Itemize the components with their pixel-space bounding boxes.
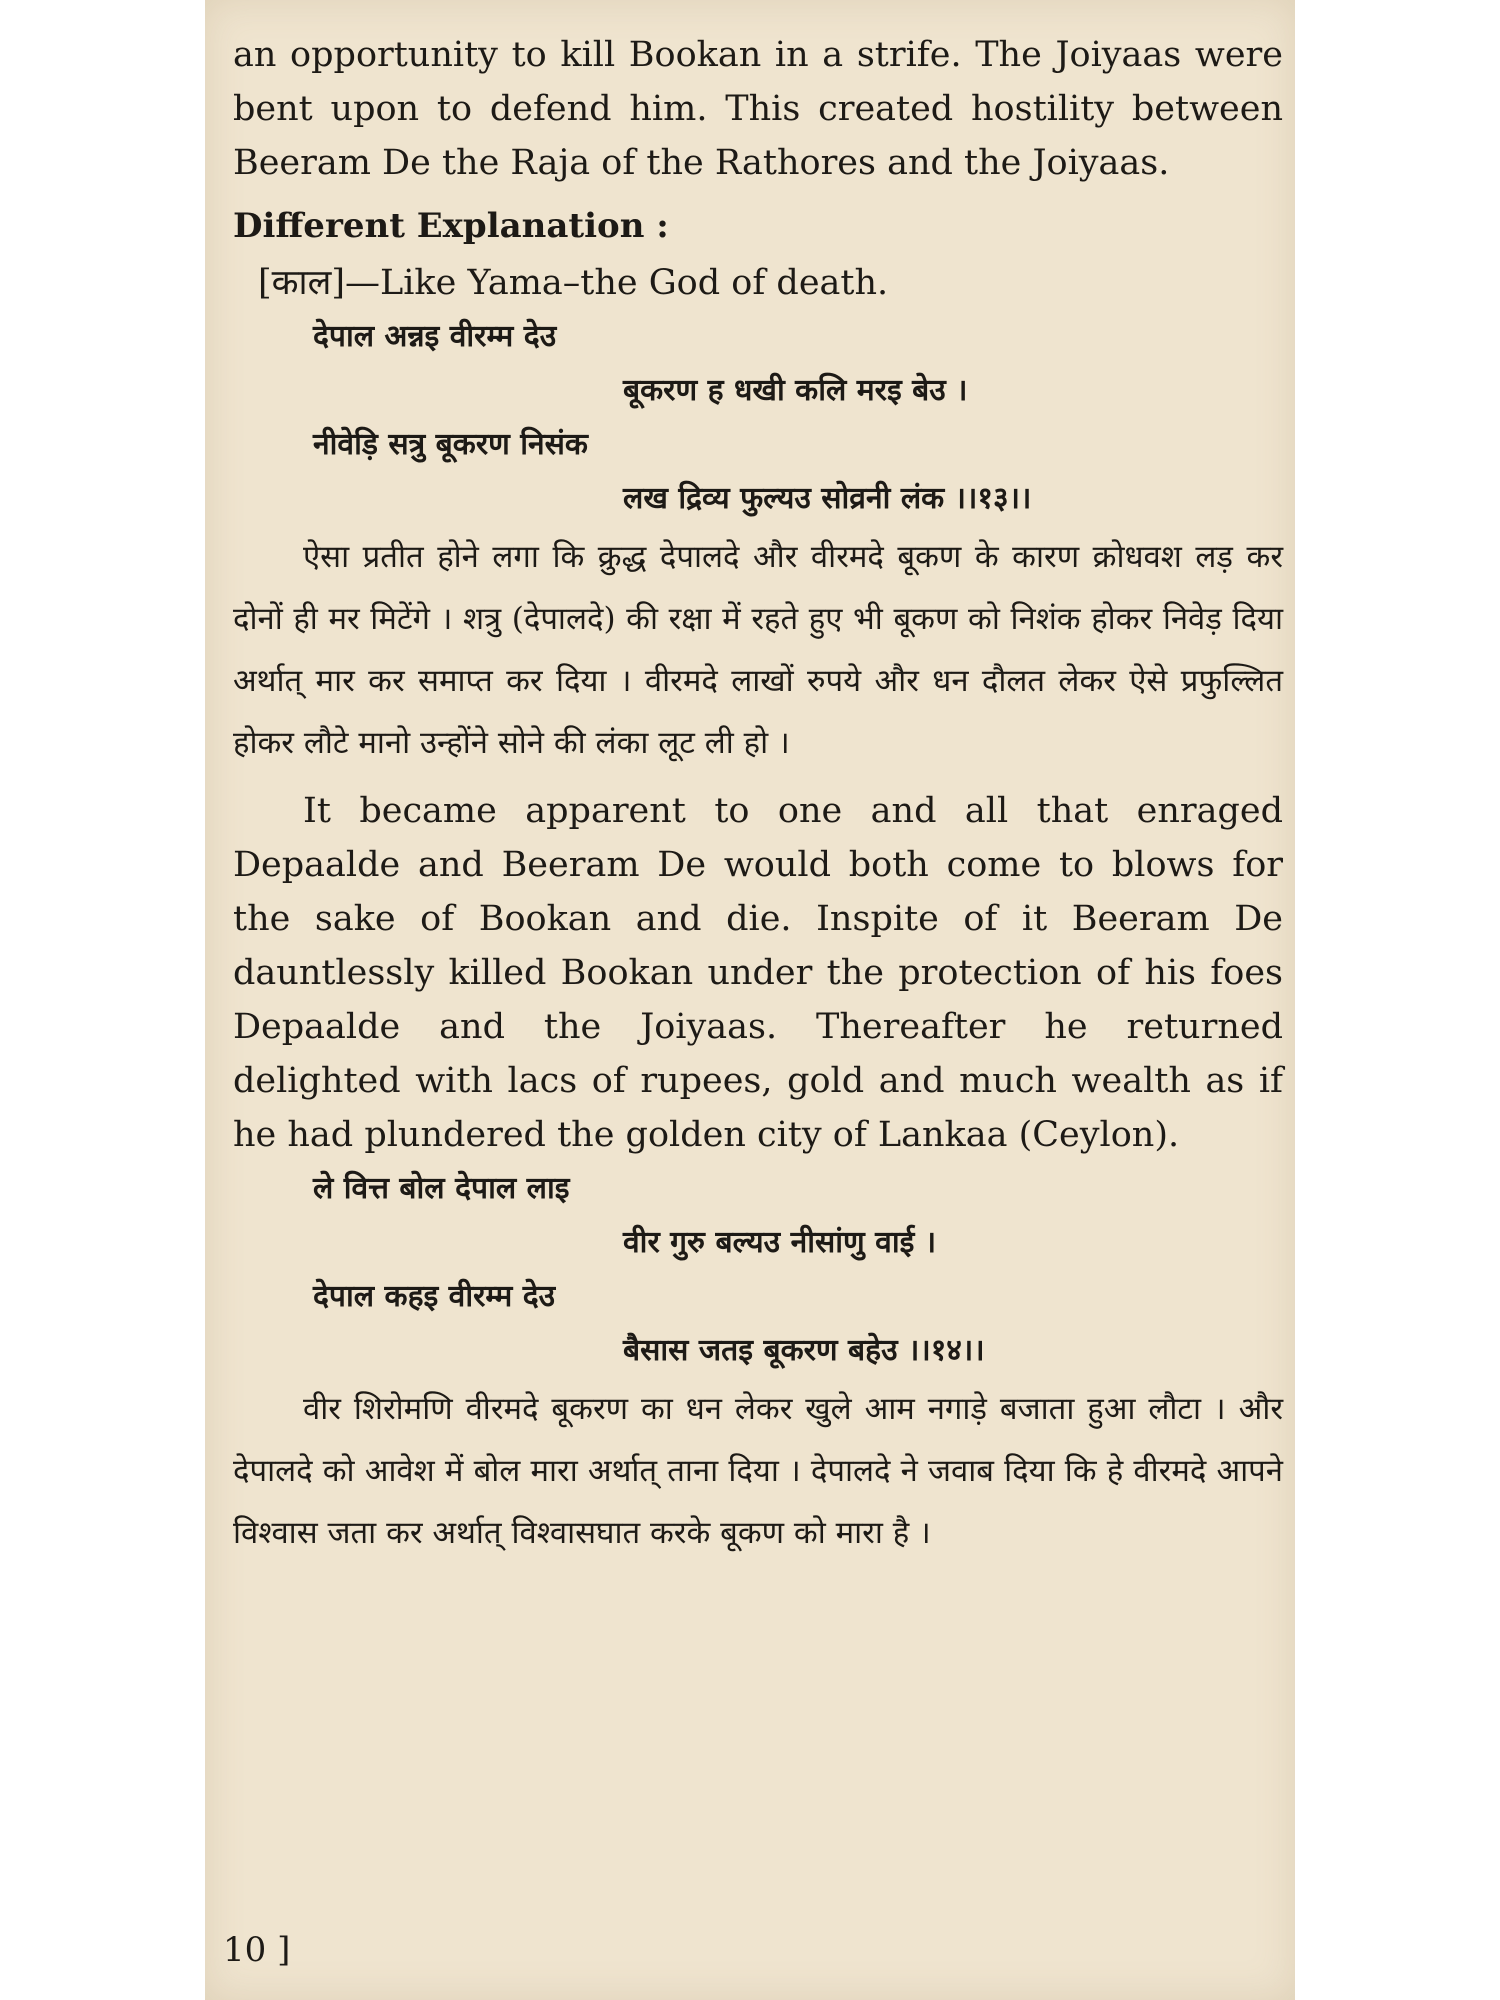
page-content	[233, 28, 1283, 1564]
kal-explanation: [काल]—Like Yama–the God of death.	[258, 263, 889, 303]
verse-line: ले वित्त बोल देपाल लाइ	[313, 1171, 570, 1206]
paragraph-english-2: It became apparent to one and all that enraged Depaalde and Beeram De would both come to blows for the sake of Bookan and die. Inspite of it Beeram De dauntlessly killed Bookan under the protection of his foes Depaalde and the Joiyaas. Thereafter he returned delighted with lacs of rupees, gold and much wealth as if he had plundered the golden city of Lankaa (Ceylon).	[233, 791, 1283, 1155]
book-page	[205, 0, 1295, 2000]
spacer	[233, 774, 1283, 784]
paragraph-english-1: an opportunity to kill Bookan in a strife. The Joiyaas were bent upon to defend him. This created hostility between Beeram De the Raja of the Rathores and the Joiyaas.	[233, 35, 1283, 183]
verse-line: देपाल कहइ वीरम्म देउ	[313, 1279, 556, 1314]
verse-line: देपाल अन्नइ वीरम्म देउ	[313, 319, 557, 354]
paragraph-hindi-2: वीर शिरोमणि वीरमदे बूकरण का धन लेकर खुले आम नगाड़े बजाता हुआ लौटा । और देपालदे को आवेश में बोल मारा अर्थात् ताना दिया । देपालदे ने जवाब दिया कि हे वीरमदे आपने विश्वास जता कर अर्थात् विश्वासघात करके बूकण को मारा है ।	[233, 1391, 1283, 1551]
verse-line: बैसास जतइ बूकरण बहेउ ।।१४।।	[623, 1333, 985, 1368]
verse-14	[233, 1162, 1283, 1378]
verse-line: वीर गुरु बल्यउ नीसांणु वाई ।	[623, 1225, 937, 1260]
page-number: 10 ]	[223, 1930, 291, 1970]
verse-13	[233, 310, 1283, 526]
verse-line: बूकरण ह धखी कलि मरइ बेउ ।	[623, 373, 968, 408]
verse-line: लख द्रिव्य फुल्यउ सोव्रनी लंक ।।१३।।	[623, 481, 1032, 516]
paragraph-hindi-1: ऐसा प्रतीत होने लगा कि क्रुद्ध देपालदे और वीरमदे बूकण के कारण क्रोधवश लड़ कर दोनों ही मर मिटेंगे । शत्रु (देपालदे) की रक्षा में रहते हुए भी बूकण को निशंक होकर निवेड़ दिया अर्थात् मार कर समाप्त कर दिया । वीरमदे लाखों रुपये और धन दौलत लेकर ऐसे प्रफुल्लित होकर लौटे मानो उन्होंने सोने की लंका लूट ली हो ।	[233, 539, 1283, 761]
verse-line: नीवेड़ि सत्रु बूकरण निसंक	[313, 427, 588, 462]
section-heading: Different Explanation :	[233, 206, 669, 246]
